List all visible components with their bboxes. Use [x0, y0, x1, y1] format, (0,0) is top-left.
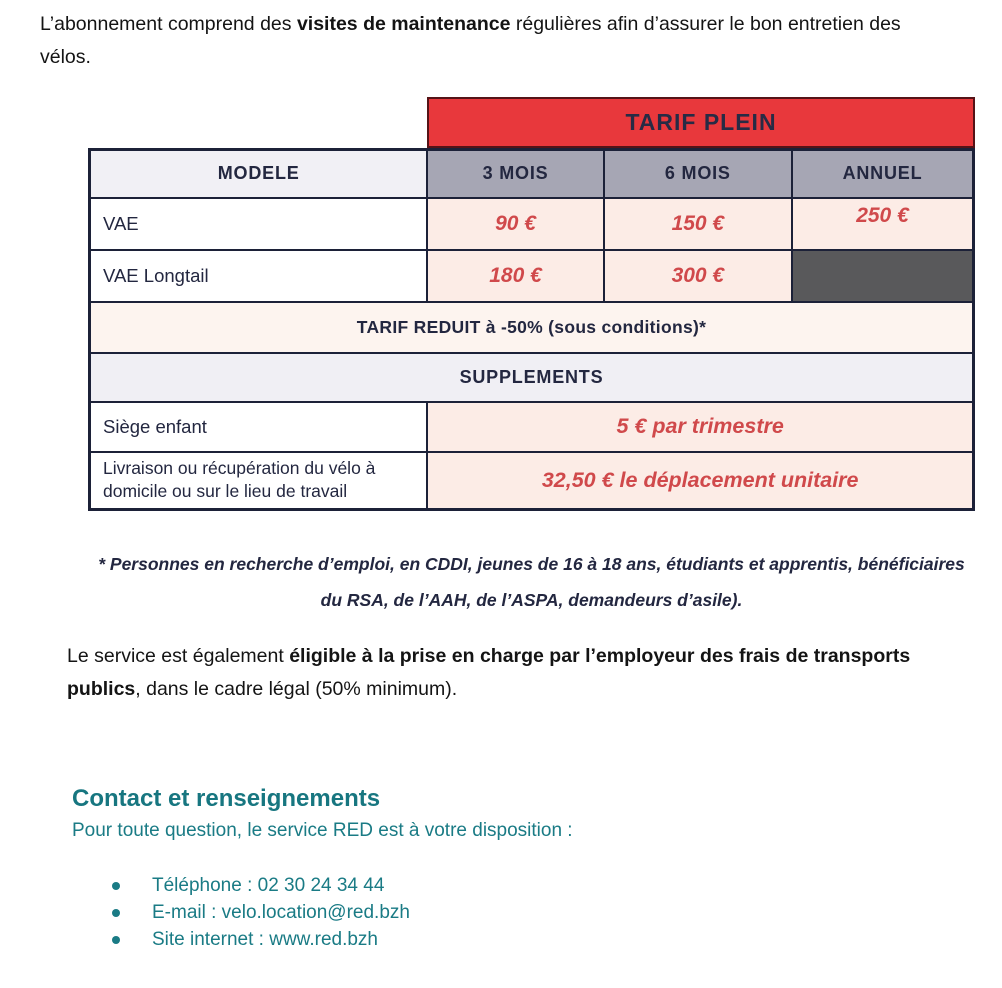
contact-list	[112, 872, 410, 953]
eligibility-text-bold: éligible à la prise en charge par l’employeur des frais de transports publics	[67, 645, 911, 700]
supplement-label-livraison: Livraison ou récupération du vélo à domicile ou sur le lieu de travail	[90, 452, 428, 510]
supplements-title: SUPPLEMENTS	[90, 353, 974, 402]
intro-text-pre: L’abonnement comprend des	[40, 13, 297, 35]
column-header-6mois: 6 MOIS	[604, 150, 792, 198]
tarif-plein-label: TARIF PLEIN	[625, 109, 777, 135]
price-longtail-3mois: 180 €	[427, 250, 603, 302]
price-longtail-6mois: 300 €	[604, 250, 792, 302]
model-label-vae-longtail: VAE Longtail	[90, 250, 428, 302]
pricing-table	[88, 148, 975, 511]
column-header-3mois: 3 MOIS	[427, 150, 603, 198]
supplement-price-siege-enfant: 5 € par trimestre	[427, 402, 973, 452]
table-row-siege-enfant	[90, 402, 974, 452]
intro-paragraph	[40, 8, 930, 74]
contact-list-item-email	[112, 899, 410, 926]
bullet-icon	[112, 882, 120, 890]
table-row-tarif-reduit	[90, 302, 974, 353]
empty-cell-longtail-annuel	[792, 250, 974, 302]
column-header-modele: MODELE	[90, 150, 428, 198]
footnote-text: * Personnes en recherche d’emploi, en CDDI, jeunes de 16 à 18 ans, étudiants et apprentis, bénéficiaires du RSA, de l’AAH, de l’ASPA, demandeurs d’asile).	[98, 554, 965, 610]
price-vae-3mois: 90 €	[427, 198, 603, 250]
price-vae-6mois: 150 €	[604, 198, 792, 250]
table-row-supplements-header	[90, 353, 974, 402]
bullet-icon	[112, 936, 120, 944]
tarif-plein-banner	[427, 97, 975, 148]
price-vae-annuel: 250 €	[792, 198, 974, 250]
contact-phone-text: Téléphone : 02 30 24 34 44	[152, 875, 385, 896]
tarif-reduit-label: TARIF REDUIT à -50% (sous conditions)*	[90, 302, 974, 353]
table-header-row	[90, 150, 974, 198]
table-row-vae	[90, 198, 974, 250]
table-row-vae-longtail	[90, 250, 974, 302]
table-row-livraison	[90, 452, 974, 510]
eligibility-text-pre: Le service est également	[67, 645, 290, 667]
contact-subheading: Pour toute question, le service RED est à votre disposition :	[72, 820, 573, 841]
eligibility-text-post: , dans le cadre légal (50% minimum).	[135, 678, 458, 700]
column-header-annuel: ANNUEL	[792, 150, 974, 198]
contact-website-text: Site internet : www.red.bzh	[152, 929, 378, 950]
contact-heading: Contact et renseignements	[72, 785, 381, 812]
supplement-label-siege-enfant: Siège enfant	[90, 402, 428, 452]
contact-list-item-phone	[112, 872, 410, 899]
intro-text-post: régulières afin d’assurer le bon entretien des vélos.	[40, 13, 901, 68]
supplement-price-livraison: 32,50 € le déplacement unitaire	[427, 452, 973, 510]
bullet-icon	[112, 909, 120, 917]
contact-list-item-website	[112, 926, 410, 953]
eligibility-paragraph	[67, 640, 947, 706]
contact-email-text: E-mail : velo.location@red.bzh	[152, 902, 410, 923]
intro-text-bold: visites de maintenance	[296, 13, 511, 35]
model-label-vae: VAE	[90, 198, 428, 250]
